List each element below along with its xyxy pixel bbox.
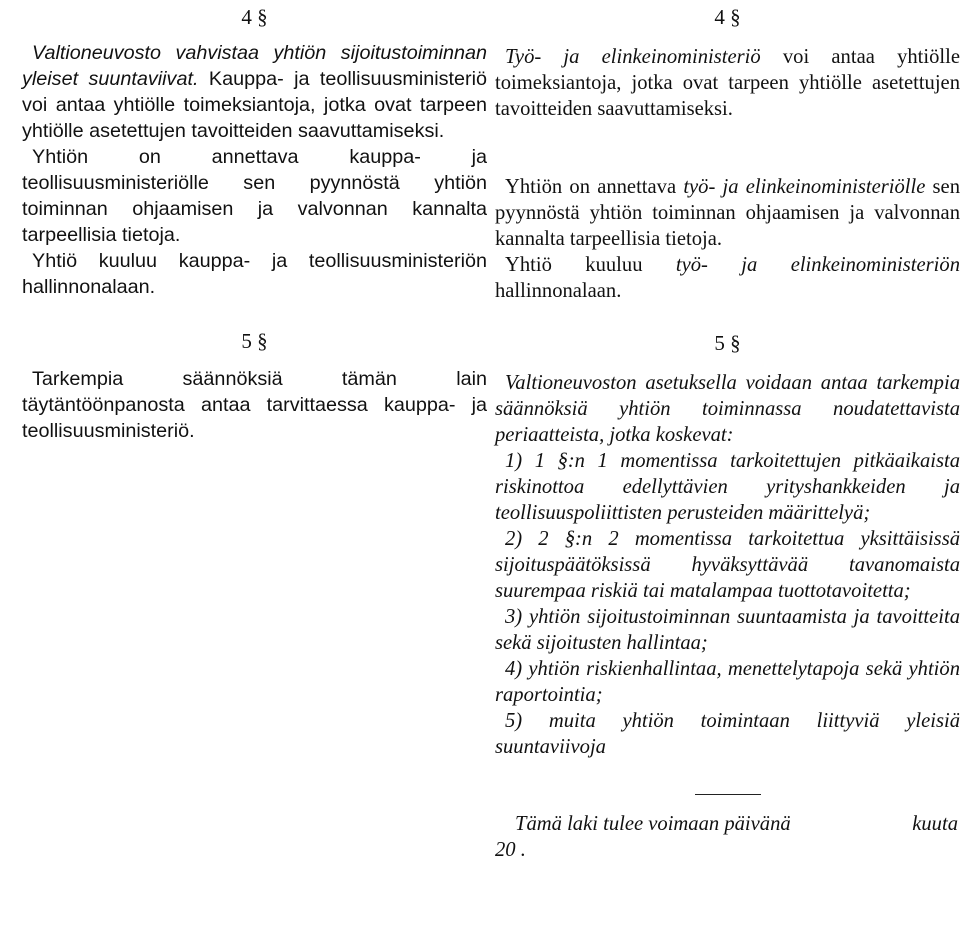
- right-section-4-p2-b: sen pyynnöstä yhtiön toiminnan ohjaamisen ja valvonnan kannalta tarpeellisia tietoja.: [495, 176, 960, 250]
- right-section-4-p3-b: hallinnonalaan.: [495, 280, 622, 302]
- right-section-5-items: [495, 448, 960, 760]
- right-section-4-p2-italic: työ- ja elinkeinoministeriölle: [683, 176, 926, 198]
- left-section-4-p1-rest: Kauppa- ja teollisuusministeriö voi antaa yhtiölle toimeksiantoja, jotka ovat tarpeen yhtiölle asetettujen tavoitteiden saavuttamiseksi.: [22, 68, 487, 142]
- left-section-5-heading: 5 §: [241, 329, 268, 353]
- right-section-5-item: 2) 2 §:n 2 momentissa tarkoitettua yksittäisissä sijoituspäätöksissä hyväksyttävää tavanomaista suurempaa riskiä tai matalampaa tuottotavoitetta;: [495, 528, 960, 602]
- left-section-4-p1-italic: Valtioneuvosto vahvistaa yhtiön sijoitustoiminnan yleiset suuntaviivat.: [22, 42, 487, 90]
- right-section-5-heading: 5 §: [714, 331, 741, 355]
- right-section-4-p1-italic: Työ- ja elinkeinoministeriö: [505, 46, 761, 68]
- right-section-5-intro: Valtioneuvoston asetuksella voidaan antaa tarkempia säännöksiä yhtiön toiminnassa noudatettavista periaatteista, jotka koskevat:: [495, 372, 960, 446]
- right-section-5-item: 4) yhtiön riskienhallintaa, menettelytapoja sekä yhtiön raportointia;: [495, 658, 960, 706]
- right-section-4-heading: 4 §: [714, 5, 741, 29]
- left-section-5-paragraph-1: Tarkempia säännöksiä tämän lain täytäntöönpanosta antaa tarvittaessa kauppa- ja teollisuusministeriö.: [22, 368, 487, 442]
- right-section-5-item: 5) muita yhtiön toimintaan liittyviä yleisiä suuntaviivoja: [495, 710, 960, 758]
- entry-into-force-month: kuuta: [912, 813, 958, 835]
- entry-into-force: [495, 811, 960, 863]
- right-section-4-paragraph-3: [495, 252, 960, 304]
- right-section-4-p3-a: Yhtiö kuuluu: [505, 254, 676, 276]
- left-section-4-paragraph-1: [22, 40, 487, 144]
- right-section-4-paragraph-2: [495, 174, 960, 252]
- right-section-4-p3-italic: työ- ja elinkeinoministeriön: [675, 254, 960, 276]
- right-section-4-p1-rest: voi antaa yhtiölle toimeksiantoja, jotka ovat tarpeen yhtiölle asetettujen tavoitteiden saavuttamiseksi.: [495, 46, 960, 120]
- right-section-5-item: 1) 1 §:n 1 momentissa tarkoitettujen pitkäaikaista riskinottoa edellyttävien yrityshankkeiden ja teollisuuspoliittisten perusteiden määrittelyä;: [495, 450, 960, 524]
- right-section-4-p2-a: Yhtiön on annettava: [505, 176, 684, 198]
- left-section-4-paragraph-3: Yhtiö kuuluu kauppa- ja teollisuusministeriön hallinnonalaan.: [22, 250, 487, 298]
- right-section-5-item: 3) yhtiön sijoitustoiminnan suuntaamista ja tavoitteita sekä sijoitusten hallintaa;: [495, 606, 960, 654]
- right-section-4-paragraph-1: [495, 44, 960, 122]
- entry-into-force-text: Tämä laki tulee voimaan päivänä: [515, 813, 791, 835]
- left-section-4-heading: 4 §: [241, 5, 268, 29]
- left-column: [22, 0, 487, 444]
- entry-into-force-year: 20 .: [495, 839, 526, 861]
- right-column: [495, 0, 960, 863]
- left-section-4-paragraph-2: Yhtiön on annettava kauppa- ja teollisuusministeriölle sen pyynnöstä yhtiön toiminnan ohjaamisen ja valvonnan kannalta tarpeellisia tietoja.: [22, 146, 487, 246]
